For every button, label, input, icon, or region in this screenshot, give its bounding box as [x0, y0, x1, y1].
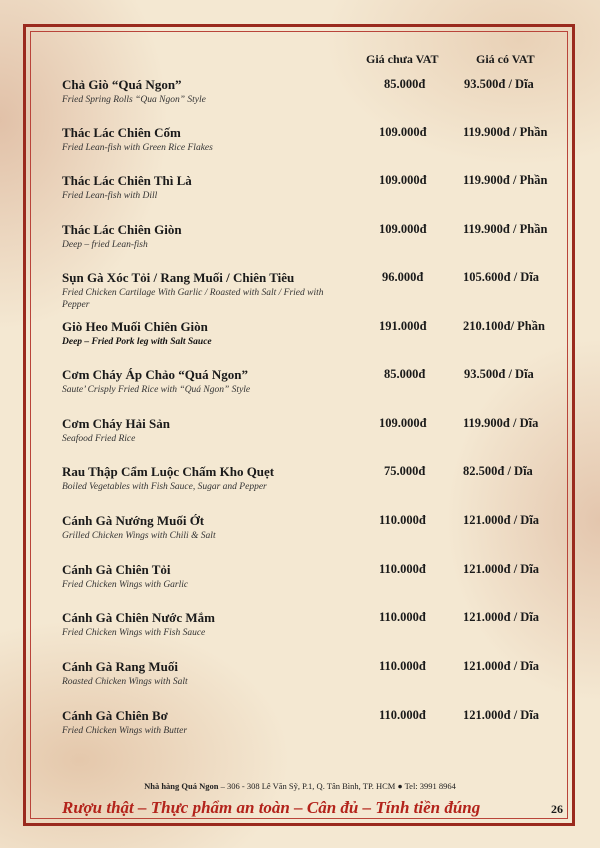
dish-name: Cánh Gà Chiên Bơ — [62, 708, 168, 723]
price-inc-vat: 210.100đ/ Phần — [463, 319, 545, 333]
price-ex-vat: 191.000đ — [379, 319, 427, 333]
price-ex-vat: 110.000đ — [379, 659, 426, 673]
price-ex-vat: 110.000đ — [379, 610, 426, 624]
dish-name: Chả Giò “Quá Ngon” — [62, 77, 182, 92]
menu-item — [62, 416, 562, 445]
price-inc-vat: 119.900đ / Phần — [463, 173, 548, 187]
menu-item — [62, 659, 562, 688]
dish-name: Rau Thập Cẩm Luộc Chấm Kho Quẹt — [62, 464, 275, 479]
price-ex-vat: 109.000đ — [379, 125, 427, 139]
price-inc-vat: 121.000đ / Dĩa — [463, 562, 540, 576]
price-ex-vat: 109.000đ — [379, 416, 427, 430]
menu-item — [62, 610, 562, 639]
price-ex-vat: 110.000đ — [379, 708, 426, 722]
dish-description: Fried Chicken Cartilage With Garlic / Roasted with Salt / Fried with Pepper — [62, 288, 324, 310]
price-inc-vat-header: Giá có VAT — [476, 52, 535, 66]
dish-description: Fried Chicken Wings with Garlic — [62, 580, 189, 590]
price-inc-vat: 119.900đ / Phần — [463, 125, 548, 139]
menu-item — [62, 562, 562, 591]
price-ex-vat: 96.000đ — [382, 270, 424, 284]
price-ex-vat: 110.000đ — [379, 562, 426, 576]
price-inc-vat: 105.600đ / Dĩa — [463, 270, 540, 284]
price-inc-vat: 119.900đ / Phần — [463, 222, 548, 236]
price-inc-vat: 93.500đ / Dĩa — [464, 367, 534, 381]
dish-description: Fried Chicken Wings with Butter — [62, 726, 188, 736]
dish-name: Giò Heo Muối Chiên Giòn — [62, 319, 208, 334]
dish-name: Cơm Cháy Hải Sản — [62, 416, 170, 431]
dish-name: Thác Lác Chiên Giòn — [62, 222, 182, 237]
price-inc-vat: 119.900đ / Dĩa — [463, 416, 539, 430]
dish-name: Cánh Gà Nướng Muối Ớt — [62, 513, 205, 528]
price-inc-vat: 121.000đ / Dĩa — [463, 513, 540, 527]
dish-description: Saute’ Crisply Fried Rice with “Quá Ngon” Style — [62, 385, 251, 395]
dish-description: Seafood Fried Rice — [62, 434, 136, 444]
menu-item — [62, 77, 562, 106]
menu-item — [62, 270, 562, 311]
menu-item — [62, 125, 562, 154]
dish-name: Cánh Gà Chiên Nước Mắm — [62, 610, 215, 625]
dish-description: Fried Lean-fish with Dill — [62, 191, 158, 201]
price-inc-vat: 93.500đ / Dĩa — [464, 77, 534, 91]
dish-description: Grilled Chicken Wings with Chili & Salt — [62, 531, 216, 541]
dish-description: Roasted Chicken Wings with Salt — [62, 677, 188, 687]
menu-item — [62, 173, 562, 202]
restaurant-name: Nhà hàng Quá Ngon — [144, 781, 219, 791]
price-ex-vat: 85.000đ — [384, 77, 426, 91]
price-inc-vat: 121.000đ / Dĩa — [463, 610, 540, 624]
footer-slogan: Rượu thật – Thực phẩm an toàn – Cân đủ – Tính tiền đúng — [62, 798, 481, 817]
menu-item — [62, 319, 562, 348]
menu-item — [62, 367, 562, 396]
dish-name: Cánh Gà Chiên Tỏi — [62, 562, 171, 577]
dish-description: Boiled Vegetables with Fish Sauce, Sugar and Pepper — [62, 482, 267, 492]
menu-item — [62, 513, 562, 542]
menu-item — [62, 464, 562, 493]
menu-item — [62, 222, 562, 251]
menu-item — [62, 708, 562, 737]
dish-description: Deep – fried Lean-fish — [62, 240, 148, 250]
price-ex-vat: 75.000đ — [384, 464, 426, 478]
restaurant-address: – 306 - 308 Lê Văn Sỹ, P.1, Q. Tân Bình, TP. HCM ● Tel: 3991 8964 — [220, 781, 456, 791]
price-inc-vat: 121.000đ / Dĩa — [463, 708, 540, 722]
dish-name: Thác Lác Chiên Thì Là — [62, 173, 192, 188]
price-inc-vat: 82.500đ / Dĩa — [463, 464, 533, 478]
price-ex-vat: 110.000đ — [379, 513, 426, 527]
page-number: 26 — [551, 802, 563, 816]
dish-name: Thác Lác Chiên Cốm — [62, 125, 181, 140]
footer-address — [0, 781, 600, 791]
price-ex-vat: 109.000đ — [379, 222, 427, 236]
price-ex-vat: 85.000đ — [384, 367, 426, 381]
dish-description: Fried Spring Rolls “Qua Ngon” Style — [62, 95, 206, 105]
dish-description: Fried Lean-fish with Green Rice Flakes — [62, 143, 213, 153]
dish-description: Deep – Fried Pork leg with Salt Sauce — [62, 337, 212, 347]
dish-name: Sụn Gà Xóc Tỏi / Rang Muối / Chiên Tiêu — [62, 270, 295, 285]
price-ex-vat: 109.000đ — [379, 173, 427, 187]
dish-name: Cơm Cháy Áp Chảo “Quá Ngon” — [62, 367, 248, 382]
price-inc-vat: 121.000đ / Dĩa — [463, 659, 540, 673]
price-ex-vat-header: Giá chưa VAT — [366, 52, 439, 66]
dish-description: Fried Chicken Wings with Fish Sauce — [62, 628, 206, 638]
dish-name: Cánh Gà Rang Muối — [62, 659, 178, 674]
